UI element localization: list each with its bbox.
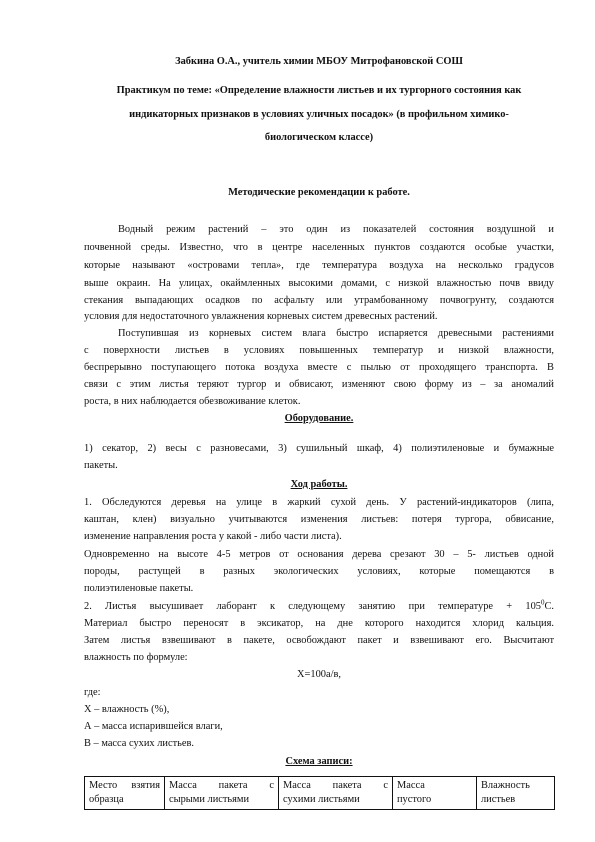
paragraph-1-line-2: почвенной среды. Известно, что в центре населенных пунктов создаются особые участки, (84, 242, 554, 253)
paragraph-1-line-6: условия для недостаточного увлажнения корневых систем древесных растений. (84, 311, 438, 322)
paragraph-2-line-4: связи с этим листья теряют тургор и обвисают, изменяют свою форму из – за аномалий (84, 379, 554, 390)
header-cell-text: Влажность (481, 780, 530, 791)
schema-heading: Схема записи: (285, 756, 353, 767)
header-cell-text: образца (89, 794, 124, 805)
step-2-line-1-unit: С. (544, 601, 554, 612)
degree-superscript: 0 (540, 598, 545, 607)
step-2-line-1-text: 2. Листья высушивает лаборант к следующему занятию при температуре + 105 (84, 601, 541, 612)
header-cell-text: сырыми листьями (169, 794, 250, 805)
header-cell-wet-mass (165, 777, 279, 810)
record-schema-table (84, 776, 555, 810)
equipment-line-2: пакеты. (84, 460, 118, 471)
header-cell-text: Масса пакета с (283, 780, 388, 791)
step-2-line-3: Затем листья взвешивают в пакете, освобождают пакет и взвешивают его. Высчитают (84, 635, 554, 646)
title-line-3: биологическом классе) (264, 132, 374, 143)
step-1-line-2: каштан, клен) визуально учитываются изменения листьев: потеря тургора, обвисание, (84, 514, 554, 525)
formula: Х=100а/в, (297, 669, 341, 680)
legend-a: А – масса испарившейся влаги, (84, 721, 223, 732)
header-cell-text: Масса (397, 780, 425, 791)
legend-x: Х – влажность (%), (84, 704, 170, 715)
paragraph-2-line-2: с поверхности листьев в условиях повышенных температур и низкой влажности, (84, 345, 554, 356)
legend-b: В – масса сухих листьев. (84, 738, 194, 749)
header-cell-text: Место взятия (89, 780, 160, 791)
step-2-line-1 (84, 600, 554, 614)
step-2-line-4: влажность по формуле: (84, 652, 188, 663)
header-cell-text: листьев (481, 794, 516, 805)
step-2-line-2: Материал быстро переносят в эксикатор, на дне которого находится хлорид кальция. (84, 618, 554, 629)
header-cell-moisture (477, 777, 555, 810)
header-cell-dry-mass (279, 777, 393, 810)
header-cell-text: сухими листьями (283, 794, 360, 805)
paragraph-2-line-3: беспрерывно поступающего потока воздуха вместе с пылью от проходящего транспорта. В (84, 362, 554, 373)
step-1b-line-2: породы, растущей в разных экологических условиях, которые помещаются в (84, 566, 554, 577)
header-cell-text: Масса пакета с (169, 780, 274, 791)
equipment-heading: Оборудование. (284, 413, 354, 424)
paragraph-1-line-3: которые называют «островами тепла», где температура воздуха на несколько градусов (84, 260, 554, 271)
paragraph-1-line-5: стекания выпадающих осадков по асфальту или утрамбованному почвогрунту, создаются (84, 295, 554, 306)
procedure-heading: Ход работы. (290, 479, 348, 490)
section-heading: Методические рекомендации к работе. (228, 187, 410, 198)
equipment-line-1: 1) секатор, 2) весы с разновесами, 3) сушильный шкаф, 4) полиэтиленовые и бумажные (84, 443, 554, 454)
paragraph-1-line-1: Водный режим растений – это один из показателей состояния воздушной и (118, 224, 554, 235)
title-line-1: Практикум по теме: «Определение влажности листьев и их тургорного состояния как (116, 85, 522, 96)
header-cell-sampling-site (85, 777, 165, 810)
step-1b-line-3: полиэтиленовые пакеты. (84, 583, 194, 594)
paragraph-2-line-5: роста, в них наблюдается обезвоживание клеток. (84, 396, 301, 407)
header-cell-empty-mass (393, 777, 477, 810)
author-line: Забкина О.А., учитель химии МБОУ Митрофановской СОШ (175, 56, 463, 67)
step-1b-line-1: Одновременно на высоте 4-5 метров от основания дерева срезают 30 – 5- листьев одной (84, 549, 554, 560)
paragraph-1-line-4: выше окраин. На улицах, окаймленных высокими домами, с низкой влажностью почв ввиду (84, 278, 554, 289)
title-line-2: индикаторных признаков в условиях уличных посадок» (в профильном химико- (129, 109, 509, 120)
where-label: где: (84, 687, 101, 698)
paragraph-2-line-1: Поступившая из корневых систем влага быстро испаряется древесными растениями (118, 328, 554, 339)
step-1-line-3: изменение направления роста у какой - либо части листа). (84, 531, 342, 542)
header-cell-text: пустого (397, 794, 432, 805)
table-header-row (85, 777, 555, 810)
step-1-line-1: 1. Обследуются деревья на улице в жаркий сухой день. У растений-индикаторов (липа, (84, 497, 554, 508)
